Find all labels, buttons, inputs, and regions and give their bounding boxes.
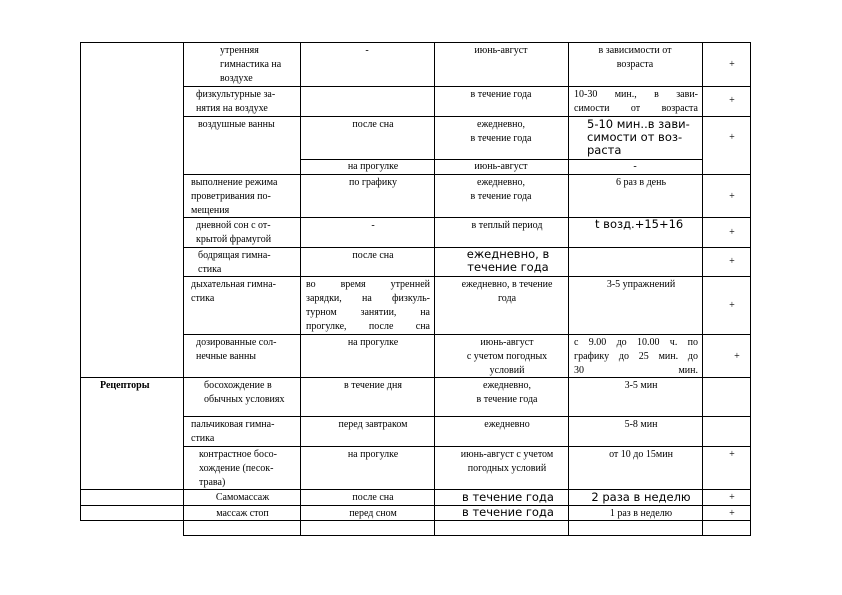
activity-cell: бодрящая гимна- стика [198, 250, 271, 275]
period-cell: в течение года [470, 89, 532, 100]
group-label: Рецепторы [100, 380, 150, 391]
mark-cell: + [729, 508, 735, 519]
place-cell: на прогулке [347, 161, 399, 172]
place-cell: на прогулке [347, 449, 399, 460]
activity-cell: массаж стоп [216, 508, 269, 519]
activity-cell: Самомассаж [215, 492, 270, 503]
activity-cell: дыхательная гимна- стика [191, 279, 277, 304]
activity-cell: дозированные сол- нечные ванны [196, 337, 277, 362]
activity-cell: воздушные ванны [198, 119, 275, 130]
row-divider [183, 446, 751, 447]
duration-cell: 6 раз в день [615, 177, 667, 188]
place-cell: - [371, 220, 375, 231]
activity-cell: пальчиковая гимна- стика [191, 419, 275, 444]
period-cell: ежедневно, в течение года [461, 279, 553, 304]
duration-cell: 5-10 мин..в зави- симости от воз- раста [587, 117, 690, 157]
period-cell: ежедневно, в течение года [470, 177, 532, 202]
period-cell: в течение года [462, 490, 554, 504]
duration-cell: 3-5 упражнений [606, 279, 676, 290]
place-cell: во время утренней зарядки, на физкуль- турном занятии, на прогулке, после сна [306, 279, 430, 332]
mark-cell: + [729, 449, 735, 460]
row-divider [80, 505, 751, 506]
mark-cell: + [729, 492, 735, 503]
period-cell: в теплый период [471, 220, 543, 231]
place-cell: после сна [352, 119, 394, 130]
activity-cell: утренняя гимнастика на воздухе [220, 45, 282, 84]
activity-cell: физкультурные за- нятия на воздухе [196, 89, 276, 114]
place-cell: после сна [352, 250, 394, 261]
duration-cell: с 9.00 до 10.00 ч. по графику до 25 мин. до 30 мин. [574, 337, 698, 376]
period-cell: в течение года [462, 505, 554, 519]
place-cell: перед завтраком [338, 419, 408, 430]
mark-cell: + [729, 300, 735, 311]
mark-cell: + [729, 227, 735, 238]
row-divider [183, 86, 751, 87]
period-cell: июнь-август [474, 45, 528, 56]
place-cell: в течение дня [344, 380, 402, 391]
mark-cell: + [734, 351, 740, 362]
duration-cell: 1 раз в неделю [609, 508, 673, 519]
mark-cell: + [729, 132, 735, 143]
duration-cell: 5-8 мин [624, 419, 658, 430]
place-cell: на прогулке [347, 337, 399, 348]
table-bottom-border [183, 535, 751, 536]
duration-cell: - [633, 161, 637, 172]
period-cell: июнь-август с учетом погодных условий [460, 449, 554, 474]
table-top-border [80, 42, 751, 43]
place-cell: перед сном [349, 508, 397, 519]
duration-cell: 10-30 мин., в зави- симости от возраста [574, 89, 698, 114]
place-cell: после сна [352, 492, 394, 503]
duration-cell: 3-5 мин [624, 380, 658, 391]
mark-cell: + [729, 95, 735, 106]
period-cell: ежедневно [484, 419, 530, 430]
activity-cell: выполнение режима проветривания по- мещения [191, 177, 278, 216]
row-divider [183, 334, 751, 335]
row-divider [183, 416, 751, 417]
period-cell: июнь-август [474, 161, 528, 172]
place-cell: по графику [349, 177, 397, 188]
activity-cell: контрастное босо- хождение (песок- трава) [199, 449, 277, 488]
period-cell: июнь-август с учетом погодных условий [466, 337, 548, 376]
period-cell: ежедневно, в течение года [466, 247, 550, 274]
mark-cell: + [729, 191, 735, 202]
mark-cell: + [729, 256, 735, 267]
period-cell: ежедневно, в течение года [470, 119, 532, 144]
column-divider [183, 42, 184, 536]
table-left-border [80, 42, 81, 520]
duration-cell: в зависимости от возраста [598, 45, 672, 70]
duration-cell: от 10 до 15мин [609, 449, 673, 460]
activity-cell: босохождение в обычных условиях [204, 380, 285, 405]
activity-cell: дневной сон с от- крытой фрамугой [196, 220, 272, 245]
place-cell: - [365, 45, 369, 56]
duration-cell: 2 раза в неделю [591, 490, 691, 504]
mark-cell: + [729, 59, 735, 70]
column-divider [300, 42, 301, 536]
duration-cell: t возд.+15+16 [595, 217, 684, 231]
period-cell: ежедневно, в течение года [476, 380, 538, 405]
row-divider [183, 174, 751, 175]
